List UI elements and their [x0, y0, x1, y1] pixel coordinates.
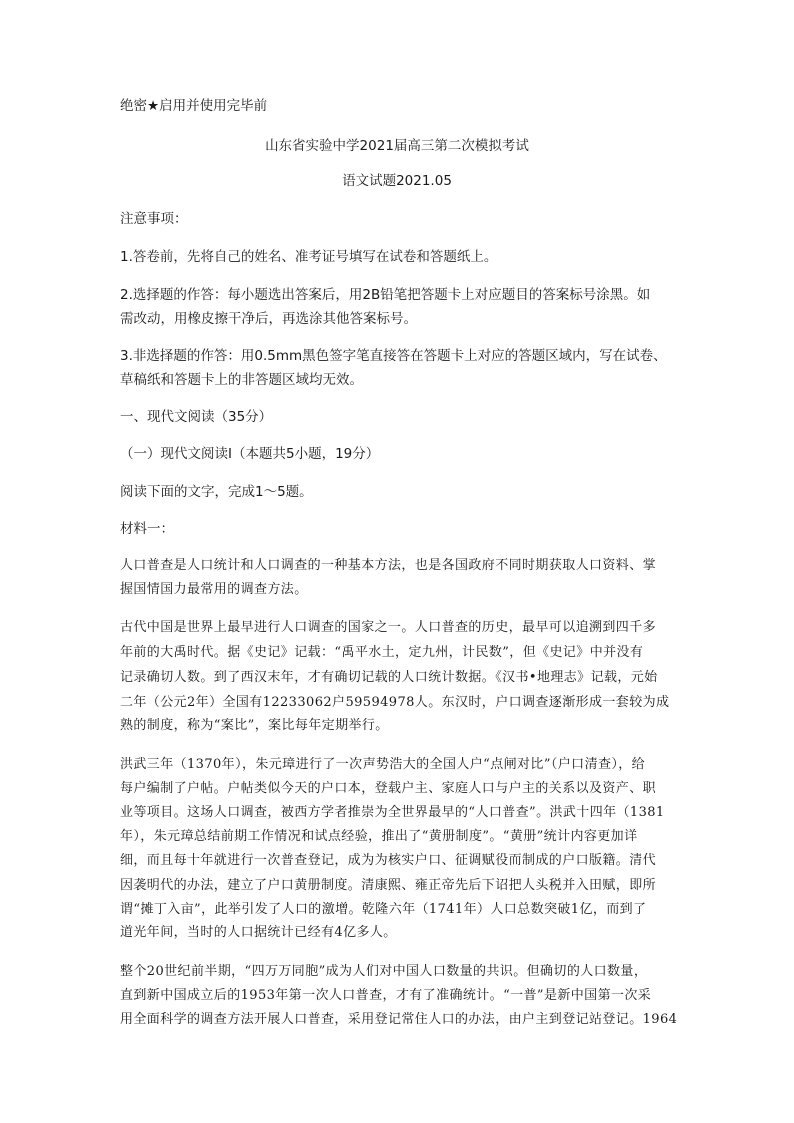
reading-instruction: 阅读下面的文字，完成1～5题。: [120, 484, 313, 500]
paragraph-3-line: 谓“摊丁入亩”，此举引发了人口的激增。乾隆六年（1741年）人口总数突破1亿，而到了: [120, 902, 647, 917]
paragraph-3-line: 年），朱元璋总结前期工作情况和试点经验，推出了“黄册制度”。“黄册”统计内容更加详: [120, 829, 638, 844]
material-label: 材料一：: [120, 521, 174, 537]
paragraph-1-line: 握国情国力最常用的调查方法。: [120, 582, 308, 597]
paragraph-2-line: 年前的大禹时代。据《史记》记载：“禹平水土，定九州，计民数”，但《史记》中并没有: [120, 645, 644, 660]
paragraph-2-line: 古代中国是世界上最早进行人口调查的国家之一。人口普查的历史，最早可以追溯到四千多: [120, 620, 657, 635]
paragraph-3-line: 因袭明代的办法，建立了户口黄册制度。清康熙、雍正帝先后下诏把人头税并入田赋，即所: [120, 878, 657, 893]
paragraph-4-line: 直到新中国成立后的1953年第一次人口普查，才有了准确统计。“一普”是新中国第一次采: [120, 988, 652, 1003]
subsection-heading: （一）现代文阅读Ⅰ（本题共5小题，19分）: [120, 446, 380, 462]
paragraph-1-line: 人口普查是人口统计和人口调查的一种基本方法，也是各国政府不同时期获取人口资料、掌: [120, 558, 657, 573]
paragraph-3-line: 道光年间，当时的人口据统计已经有4亿多人。: [120, 925, 397, 940]
exam-title: 山东省实验中学2021届高三第二次模拟考试: [265, 138, 529, 154]
exam-subtitle: 语文试题2021.05: [342, 173, 452, 189]
paragraph-2-line: 二年（公元2年）全国有12233062户59594978人。东汉时，户口调查逐渐形成一套较为成: [120, 695, 670, 710]
note-item-2-line-1: 2.选择题的作答：每小题选出答案后，用2B铅笔把答题卡上对应题目的答案标号涂黑。如: [120, 287, 651, 303]
paragraph-3-line: 业等项目。这场人口调查，被西方学者推崇为全世界最早的“人口普查”。洪武十四年（1381: [120, 805, 665, 820]
note-item-2-line-2: 需改动，用橡皮擦干净后，再选涂其他答案标号。: [120, 311, 417, 327]
paragraph-4-line: 整个20世纪前半期，“四万万同胞”成为人们对中国人口数量的共识。但确切的人口数量，: [120, 964, 648, 979]
note-item-3-line-2: 草稿纸和答题卡上的非答题区域均无效。: [120, 372, 363, 388]
paragraph-2-line: 记录确切人数。到了西汉末年，才有确切记载的人口统计数据。《汉书•地理志》记载，元始: [120, 670, 658, 685]
paragraph-4-line: 用全面科学的调查方法开展人口普查，采用登记常住人口的办法，由户主到登记站登记。1964: [120, 1012, 678, 1027]
notes-heading: 注意事项：: [120, 211, 188, 227]
section-heading: 一、现代文阅读（35分）: [120, 409, 273, 425]
note-item-3-line-1: 3.非选择题的作答：用0.5mm黑色签字笔直接答在答题卡上对应的答题区域内，写在试卷、: [120, 348, 667, 364]
paragraph-3-line: 细，而且每十年就进行一次普查登记，成为为核实户口、征调赋役而制成的户口版籍。清代: [120, 853, 657, 868]
paragraph-2-line: 熟的制度，称为“案比”，案比每年定期举行。: [120, 718, 389, 733]
paragraph-3-line: 洪武三年（1370年），朱元璋进行了一次声势浩大的全国人户“点闸对比”（户口清查），给: [120, 757, 646, 772]
paragraph-3-line: 每户编制了户帖。户帖类似今天的户口本，登载户主、家庭人口与户主的关系以及资产、职: [120, 781, 657, 796]
note-item-1: 1.答卷前，先将自己的姓名、准考证号填写在试卷和答题纸上。: [120, 249, 498, 265]
confidential-note: 绝密★启用并使用完毕前: [120, 98, 268, 114]
